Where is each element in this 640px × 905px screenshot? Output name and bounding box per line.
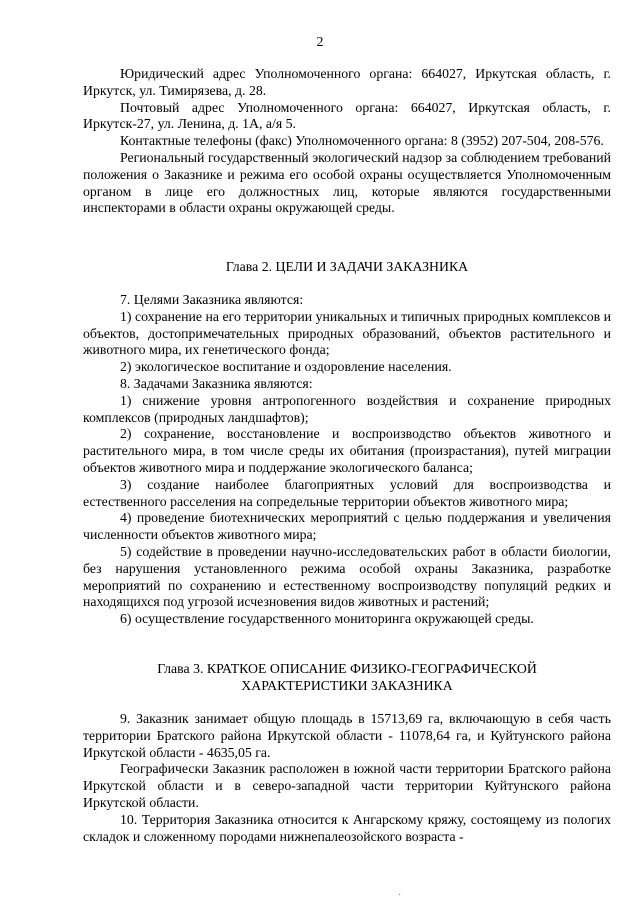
goal-item-2: 2) экологическое воспитание и оздоровление населения. bbox=[120, 359, 452, 375]
postal-address-paragraph: Почтовый адрес Уполномоченного органа: 664027, Иркутская область, г. Иркутск-27, ул. Ленина, д. 1А, а/я 5. bbox=[83, 99, 611, 132]
goals-heading: 7. Целями Заказника являются: bbox=[120, 292, 304, 307]
chapter-3-body bbox=[83, 711, 611, 845]
task-item-1: 1) снижение уровня антропогенного воздействия и сохранение природных комплексов (природных ландшафтов); bbox=[83, 392, 611, 425]
task-item-3: 3) создание наиболее благоприятных условий для воспроизводства и естественного расселения на сопредельные территории объектов животного мира; bbox=[83, 476, 611, 509]
supervision-paragraph: Региональный государственный экологический надзор за соблюдением требований положения о Заказнике и режима его особой охраны осуществляется Уполномоченным органом в лице его должностных лиц, которые являются государственными инспекторами в области охраны окружающей среды. bbox=[83, 149, 611, 216]
chapter-3-title-line-1: Глава 3. КРАТКОЕ ОПИСАНИЕ ФИЗИКО-ГЕОГРАФИЧЕСКОЙ bbox=[157, 661, 537, 676]
task-item-4: 4) проведение биотехнических мероприятий с целью поддержания и увеличения численности объектов животного мира; bbox=[83, 510, 611, 543]
task-item-6: 6) осуществление государственного мониторинга окружающей среды. bbox=[120, 611, 534, 627]
tasks-heading: 8. Задачами Заказника являются: bbox=[120, 375, 313, 391]
geography-paragraph: Географически Заказник расположен в южной части территории Братского района Иркутской области и в северо-западной части территории Куйтунского района Иркутской области. bbox=[83, 761, 611, 810]
goal-item-1: 1) сохранение на его территории уникальных и типичных природных комплексов и объектов, достопримечательных природных образований, объектов растительного и животного мира, их генетического фонда; bbox=[83, 308, 611, 358]
scan-speck: · bbox=[398, 890, 402, 901]
territory-paragraph: 10. Территория Заказника относится к Ангарскому кряжу, состоящему из пологих складок и сложенному породами нижнепалеозойского возраста - bbox=[83, 811, 611, 844]
page-number: 2 bbox=[316, 34, 324, 49]
chapter-3-title-line-2: ХАРАКТЕРИСТИКИ ЗАКАЗНИКА bbox=[241, 677, 453, 693]
chapter-2-body bbox=[83, 292, 611, 628]
legal-address-paragraph: Юридический адрес Уполномоченного органа: 664027, Иркутская область, г. Иркутск, ул. Тимирязева, д. 28. bbox=[83, 66, 611, 98]
area-paragraph: 9. Заказник занимает общую площадь в 15713,69 га, включающую в себя часть территории Братского района Иркутской области - 11078,64 га, и Куйтунского района Иркутской области - 4635,05 га. bbox=[83, 711, 611, 760]
task-item-5: 5) содействие в проведении научно-исследовательских работ в области биологии, без нарушения установленного режима особой охраны Заказника, разработке мероприятий по сохранению и естественному воспроизводству популяций редких и находящихся под угрозой исчезновения видов животных и растений; bbox=[83, 543, 611, 610]
task-item-2: 2) сохранение, восстановление и воспроизводство объектов животного и растительного мира, в том числе среды их обитания (произрастания), путей миграции объектов животного мира и поддержание экологического баланса; bbox=[83, 426, 611, 475]
contact-phones-paragraph: Контактные телефоны (факс) Уполномоченного органа: 8 (3952) 207-504, 208-576. bbox=[120, 133, 604, 149]
chapter-2-title: Глава 2. ЦЕЛИ И ЗАДАЧИ ЗАКАЗНИКА bbox=[225, 259, 469, 274]
intro-section bbox=[83, 66, 611, 217]
chapter-3-title bbox=[83, 661, 611, 695]
